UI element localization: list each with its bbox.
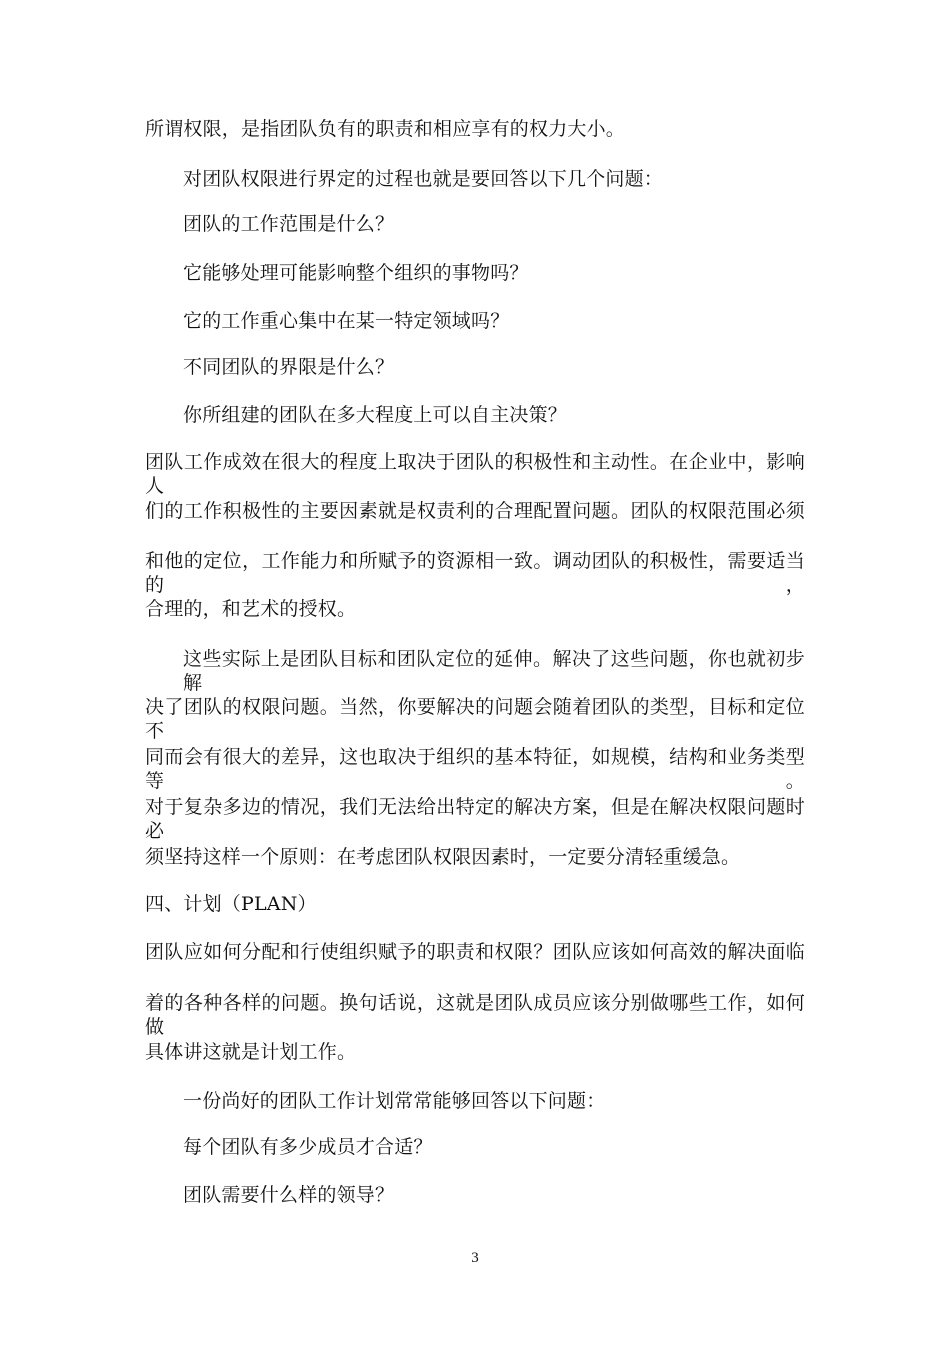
paragraph-line: 所谓权限，是指团队负有的职责和相应享有的权力大小。 xyxy=(145,118,626,140)
paragraph-line: 决了团队的权限问题。当然，你要解决的问题会随着团队的类型，目标和定位不 xyxy=(145,696,805,742)
question-line: 不同团队的界限是什么？ xyxy=(183,356,395,378)
question-line: 它的工作重心集中在某一特定领域吗？ xyxy=(183,310,510,332)
paragraph-line: 对于复杂多边的情况，我们无法给出特定的解决方案，但是在解决权限问题时必 xyxy=(145,796,805,842)
paragraph-line: 对团队权限进行界定的过程也就是要回答以下几个问题： xyxy=(183,168,664,190)
paragraph-line: 合理的，和艺术的授权。 xyxy=(145,598,357,620)
question-line: 它能够处理可能影响整个组织的事物吗？ xyxy=(183,262,529,284)
question-line: 团队的工作范围是什么？ xyxy=(183,213,395,235)
paragraph-line: 一份尚好的团队工作计划常常能够回答以下问题： xyxy=(183,1090,606,1112)
paragraph-line: 具体讲这就是计划工作。 xyxy=(145,1041,357,1063)
question-line: 每个团队有多少成员才合适？ xyxy=(183,1136,433,1158)
paragraph-line: 着的各种各样的问题。换句话说，这就是团队成员应该分别做哪些工作，如何做 xyxy=(145,992,805,1038)
question-line: 团队需要什么样的领导？ xyxy=(183,1184,395,1206)
paragraph-line: 须坚持这样一个原则：在考虑团队权限因素时，一定要分清轻重缓急。 xyxy=(145,846,741,868)
paragraph-line: 同而会有很大的差异，这也取决于组织的基本特征，如规模，结构和业务类型等。 xyxy=(145,746,805,792)
paragraph-line: 和他的定位，工作能力和所赋予的资源相一致。调动团队的积极性，需要适当的， xyxy=(145,550,805,596)
question-line: 你所组建的团队在多大程度上可以自主决策？ xyxy=(183,404,568,426)
page-number: 3 xyxy=(471,1250,479,1266)
paragraph-line: 团队工作成效在很大的程度上取决于团队的积极性和主动性。在企业中，影响人 xyxy=(145,451,805,497)
paragraph-line: 这些实际上是团队目标和团队定位的延伸。解决了这些问题，你也就初步解 xyxy=(183,648,805,694)
paragraph-line: 团队应如何分配和行使组织赋予的职责和权限？团队应该如何高效的解决面临 xyxy=(145,941,805,963)
section-heading: 四、计划（PLAN） xyxy=(145,893,317,915)
paragraph-line: 们的工作积极性的主要因素就是权责利的合理配置问题。团队的权限范围必须 xyxy=(145,500,805,522)
